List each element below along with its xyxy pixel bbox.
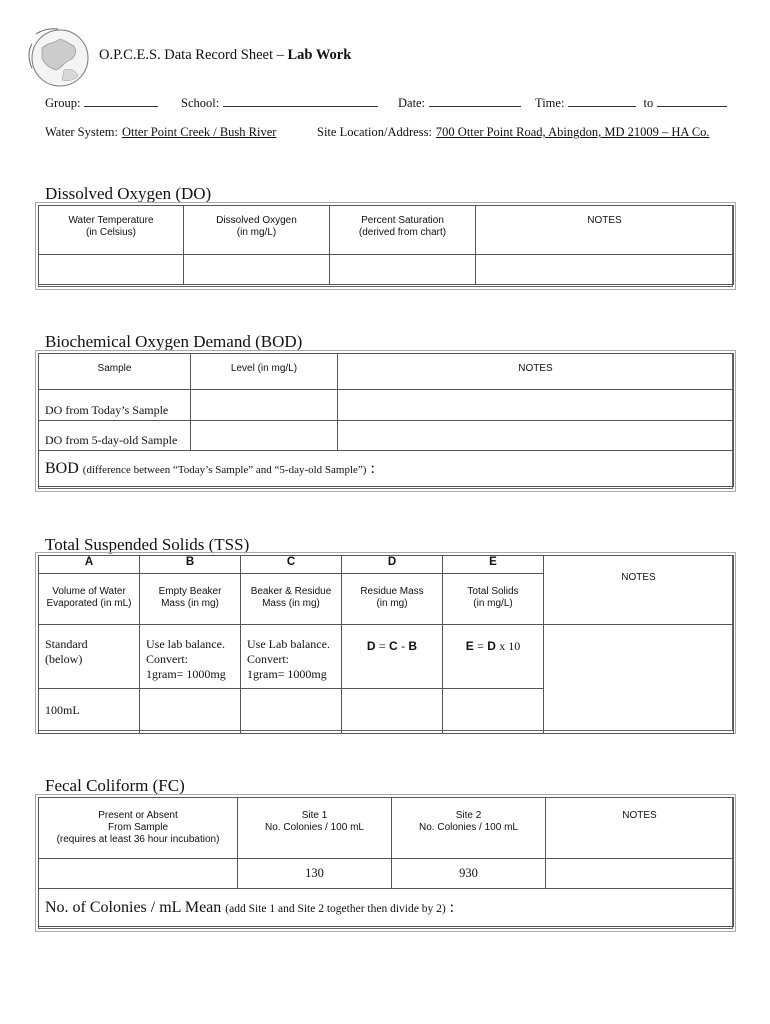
bod-note: (difference between “Today’s Sample” and “5-day-old Sample”) bbox=[82, 463, 367, 476]
bod-header-level: Level (in mg/L) bbox=[191, 354, 338, 390]
fc-mean-colon: : bbox=[449, 898, 455, 916]
tss-header-empty-beaker: Empty Beaker Mass (in mg) bbox=[140, 574, 241, 625]
fc-input-present-absent[interactable] bbox=[39, 859, 238, 889]
tss-section-title: Total Suspended Solids (TSS) bbox=[45, 535, 250, 554]
bod-input-5day-notes[interactable] bbox=[338, 421, 734, 451]
bod-label: BOD bbox=[45, 459, 79, 477]
bod-row-5day-label: DO from 5-day-old Sample bbox=[39, 421, 191, 451]
tss-input-d[interactable] bbox=[342, 689, 443, 734]
school-field: School: bbox=[181, 95, 378, 111]
tss-header-notes: NOTES bbox=[544, 556, 734, 625]
group-field: Group: bbox=[45, 95, 158, 111]
tss-input-e[interactable] bbox=[443, 689, 544, 734]
site-location-field: Site Location/Address: 700 Otter Point Road, Abingdon, MD 21009 – HA Co. bbox=[317, 125, 710, 139]
bod-section-title: Biochemical Oxygen Demand (BOD) bbox=[45, 332, 303, 351]
do-input-water-temp[interactable] bbox=[39, 255, 184, 285]
tss-a-100ml: 100mL bbox=[39, 689, 140, 734]
fc-table bbox=[38, 797, 734, 927]
fc-site2-value[interactable]: 930 bbox=[392, 859, 546, 889]
tss-c-instructions[interactable]: Use Lab balance. Convert: 1gram= 1000mg bbox=[241, 625, 342, 689]
tss-letter-e: E bbox=[443, 556, 544, 574]
fc-mean-note: (add Site 1 and Site 2 together then divide by 2) bbox=[225, 902, 446, 915]
do-header-percent-saturation: Percent Saturation (derived from chart) bbox=[330, 206, 476, 255]
tss-input-c[interactable] bbox=[241, 689, 342, 734]
bod-colon: : bbox=[370, 459, 375, 477]
fc-header-site1: Site 1 No. Colonies / 100 mL bbox=[238, 798, 392, 859]
tss-b-instructions[interactable]: Use lab balance. Convert: 1gram= 1000mg bbox=[140, 625, 241, 689]
do-input-notes[interactable] bbox=[476, 255, 734, 285]
site-location-value: 700 Otter Point Road, Abingdon, MD 21009 – HA Co. bbox=[435, 125, 710, 139]
fc-header-notes: NOTES bbox=[546, 798, 734, 859]
tss-input-b[interactable] bbox=[140, 689, 241, 734]
fc-mean-label: No. of Colonies / mL Mean bbox=[45, 898, 222, 916]
fc-header-site2: Site 2 No. Colonies / 100 mL bbox=[392, 798, 546, 859]
tss-header-volume: Volume of Water Evaporated (in mL) bbox=[39, 574, 140, 625]
fc-header-present-absent: Present or Absent From Sample (requires at least 36 hour incubation) bbox=[39, 798, 238, 859]
time-field: Time: to bbox=[535, 95, 727, 111]
tss-table bbox=[38, 555, 734, 734]
tss-letter-d: D bbox=[342, 556, 443, 574]
do-header-dissolved-oxygen: Dissolved Oxygen (in mg/L) bbox=[184, 206, 330, 255]
page-title: O.P.C.E.S. Data Record Sheet – Lab Work bbox=[99, 47, 352, 63]
globe-logo bbox=[24, 24, 92, 92]
tss-input-notes[interactable] bbox=[544, 625, 734, 734]
do-table bbox=[38, 205, 734, 285]
tss-letter-a: A bbox=[39, 556, 140, 574]
tss-e-formula[interactable]: E = D x 10 bbox=[443, 625, 544, 689]
tss-letter-c: C bbox=[241, 556, 342, 574]
do-header-notes: NOTES bbox=[476, 206, 734, 255]
water-system-value: Otter Point Creek / Bush River bbox=[121, 125, 277, 139]
do-header-water-temp: Water Temperature (in Celsius) bbox=[39, 206, 184, 255]
fc-mean-row[interactable] bbox=[39, 889, 734, 927]
bod-row-today-label: DO from Today’s Sample bbox=[39, 390, 191, 421]
bod-difference-row[interactable] bbox=[39, 451, 734, 487]
fc-site1-value[interactable]: 130 bbox=[238, 859, 392, 889]
bod-input-5day-level[interactable] bbox=[191, 421, 338, 451]
bod-table bbox=[38, 353, 734, 487]
tss-letter-b: B bbox=[140, 556, 241, 574]
date-field: Date: bbox=[398, 95, 521, 111]
bod-input-today-level[interactable] bbox=[191, 390, 338, 421]
bod-input-today-notes[interactable] bbox=[338, 390, 734, 421]
bod-header-sample: Sample bbox=[39, 354, 191, 390]
do-section-title: Dissolved Oxygen (DO) bbox=[45, 184, 212, 203]
do-input-dissolved-oxygen[interactable] bbox=[184, 255, 330, 285]
tss-header-total-solids: Total Solids (in mg/L) bbox=[443, 574, 544, 625]
water-system-field: Water System: Otter Point Creek / Bush River bbox=[45, 125, 277, 139]
do-input-percent-saturation[interactable] bbox=[330, 255, 476, 285]
fc-input-notes[interactable] bbox=[546, 859, 734, 889]
fc-section-title: Fecal Coliform (FC) bbox=[45, 776, 185, 795]
bod-header-notes: NOTES bbox=[338, 354, 734, 390]
tss-d-formula[interactable]: D = C - B bbox=[342, 625, 443, 689]
tss-header-residue-mass: Residue Mass (in mg) bbox=[342, 574, 443, 625]
tss-header-beaker-residue: Beaker & Residue Mass (in mg) bbox=[241, 574, 342, 625]
tss-a-standard: Standard (below) bbox=[39, 625, 140, 689]
